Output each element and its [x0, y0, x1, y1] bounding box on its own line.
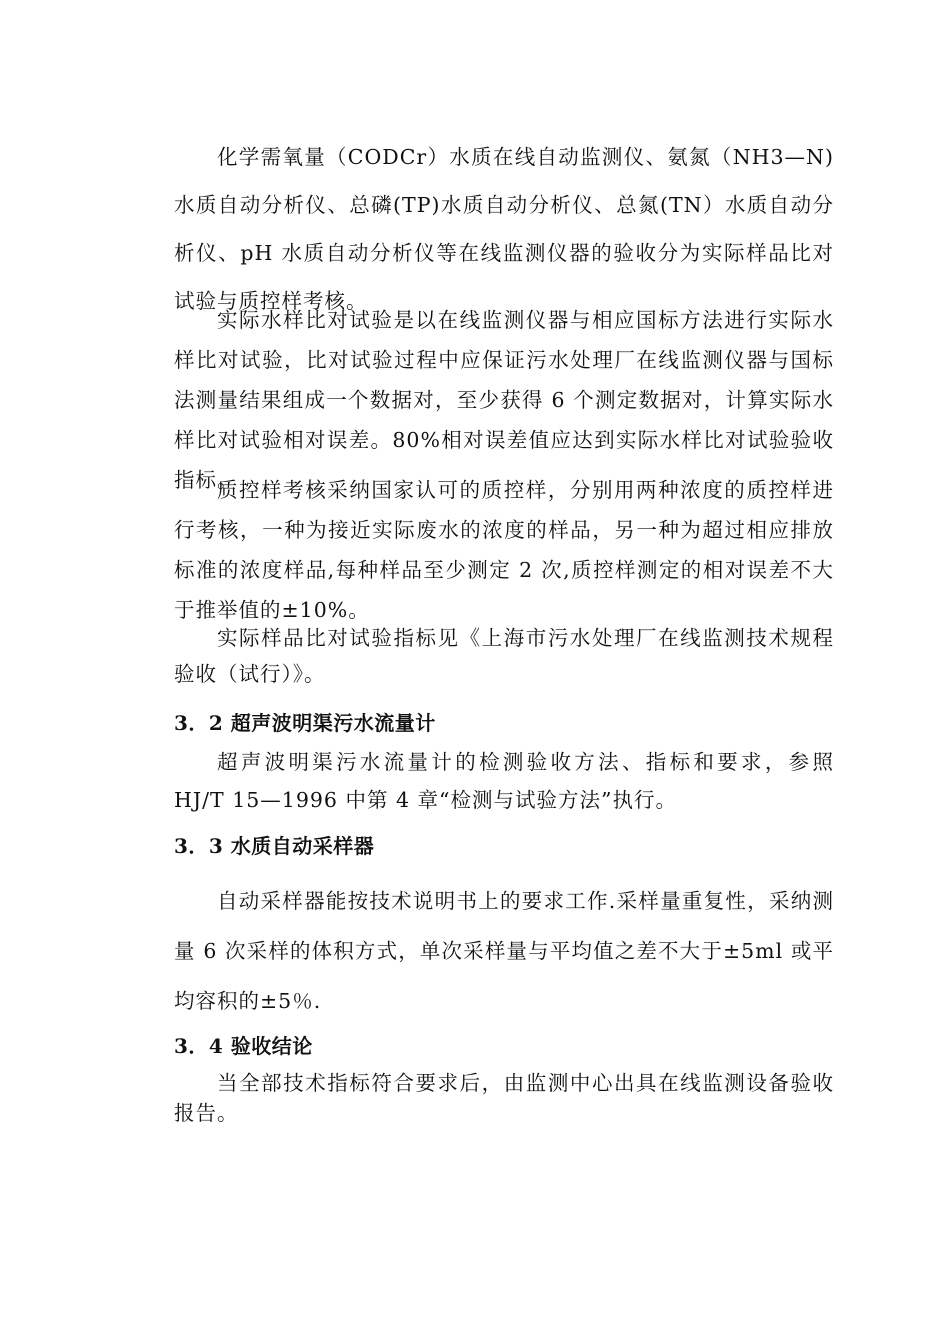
paragraph-conclusion: 当全部技术指标符合要求后，由监测中心出具在线监测设备验收报告。: [174, 1071, 834, 1125]
heading-3-2-flowmeter: 3．2 超声波明渠污水流量计: [174, 711, 436, 735]
paragraph-flowmeter: 超声波明渠污水流量计的检测验收方法、指标和要求，参照 HJ/T 15—1996 中第 4 章“检测与试验方法”执行。: [174, 750, 834, 812]
heading-3-3-sampler: 3．3 水质自动采样器: [174, 834, 375, 858]
paragraph-sampler: 自动采样器能按技术说明书上的要求工作.采样量重复性，采纳测量 6 次采样的体积方式，单次采样量与平均值之差不大于±5ml 或平均容积的±5％.: [174, 889, 834, 1013]
paragraph-sample-comparison: 实际水样比对试验是以在线监测仪器与相应国标方法进行实际水样比对试验，比对试验过程中应保证污水处理厂在线监测仪器与国标法测量结果组成一个数据对，至少获得 6 个测定数据对，计算实际水样比对试验相对误差。80%相对误差值应达到实际水样比对试验验收指标。: [174, 308, 834, 492]
paragraph-instrument-acceptance: 化学需氧量（CODCr）水质在线自动监测仪、氨氮（NH3—N)水质自动分析仪、总磷(TP)水质自动分析仪、总氮(TN）水质自动分析仪、pH 水质自动分析仪等在线监测仪器的验收分为实际样品比对试验与质控样考核。: [174, 145, 834, 313]
paragraph-quality-control: 质控样考核采纳国家认可的质控样，分别用两种浓度的质控样进行考核，一种为接近实际废水的浓度的样品，另一种为超过相应排放标准的浓度样品,每种样品至少测定 2 次,质控样测定的相对误差不大于推举值的±10%。: [174, 478, 834, 622]
paragraph-reference-spec: 实际样品比对试验指标见《上海市污水处理厂在线监测技术规程 验收（试行）》。: [174, 626, 834, 686]
heading-3-4-conclusion: 3．4 验收结论: [174, 1034, 313, 1058]
